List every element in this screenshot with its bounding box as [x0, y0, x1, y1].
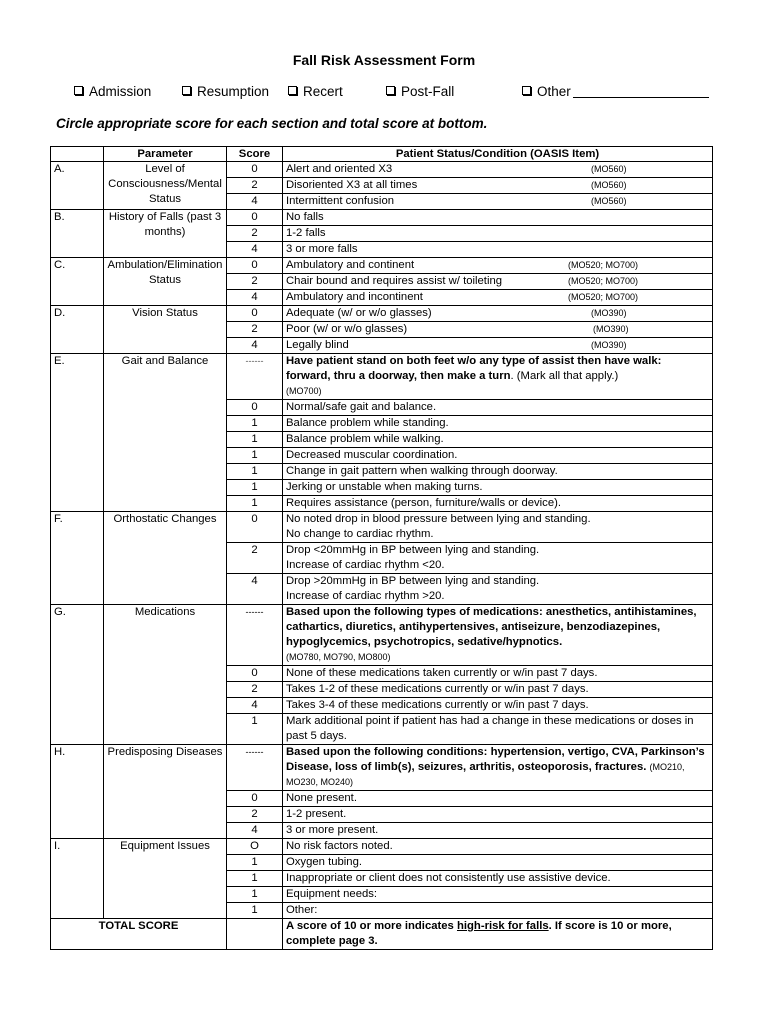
- checkbox-icon[interactable]: [522, 86, 531, 95]
- score-value[interactable]: 2: [227, 543, 283, 574]
- total-score-label: TOTAL SCORE: [51, 919, 227, 950]
- status-text: Ambulatory and incontinent: [286, 291, 423, 303]
- status-text: Intermittent confusion: [286, 195, 395, 207]
- oasis-code: (MO560): [591, 180, 627, 190]
- score-value[interactable]: 2: [227, 682, 283, 698]
- status-text: Legally blind: [286, 339, 349, 351]
- table-row: [51, 354, 713, 400]
- status-text: Chair bound and requires assist w/ toileting: [286, 275, 503, 287]
- total-note-end: . If score is 10 or more, complete page 3.: [286, 920, 672, 947]
- table-row: [51, 210, 713, 226]
- status-text: Inappropriate or client does not consistently use assistive device.: [283, 871, 713, 887]
- parameter-name: Medications: [104, 605, 227, 745]
- status-text: Decreased muscular coordination.: [283, 448, 713, 464]
- score-value[interactable]: 0: [227, 162, 283, 178]
- oasis-code: (MO560): [591, 164, 627, 174]
- score-value[interactable]: 4: [227, 823, 283, 839]
- section-letter: H.: [51, 745, 104, 839]
- section-letter: I.: [51, 839, 104, 919]
- header-parameter: Parameter: [104, 147, 227, 162]
- option-resumption[interactable]: Resumption: [182, 84, 269, 99]
- status-text: 1-2 present.: [283, 807, 713, 823]
- status-text: Balance problem while standing.: [283, 416, 713, 432]
- score-value[interactable]: 2: [227, 807, 283, 823]
- assessment-table: [50, 146, 713, 950]
- score-value[interactable]: 1: [227, 416, 283, 432]
- score-value[interactable]: 1: [227, 871, 283, 887]
- other-write-in-line[interactable]: [573, 85, 709, 98]
- option-recert[interactable]: Recert: [288, 84, 343, 99]
- checkbox-icon[interactable]: [74, 86, 83, 95]
- parameter-name: Orthostatic Changes: [104, 512, 227, 605]
- oasis-code: (MO520; MO700): [568, 292, 639, 302]
- oasis-code: (MO390): [591, 340, 627, 350]
- table-header-row: [51, 147, 713, 162]
- status-text: 3 or more falls: [283, 242, 713, 258]
- section-letter: D.: [51, 306, 104, 354]
- checkbox-icon[interactable]: [182, 86, 191, 95]
- status-text: Poor (w/ or w/o glasses): [286, 323, 408, 335]
- status-text: Oxygen tubing.: [283, 855, 713, 871]
- score-value[interactable]: 4: [227, 574, 283, 605]
- score-value[interactable]: 1: [227, 903, 283, 919]
- status-text: Increase of cardiac rhythm >20.: [286, 590, 445, 602]
- score-value[interactable]: 0: [227, 306, 283, 322]
- status-text: Drop <20mmHg in BP between lying and standing.: [286, 544, 540, 556]
- instruction-text: Circle appropriate score for each section and total score at bottom.: [56, 116, 488, 131]
- status-text: Drop >20mmHg in BP between lying and standing.: [286, 575, 540, 587]
- parameter-name: Equipment Issues: [104, 839, 227, 919]
- header-status: Patient Status/Condition (OASIS Item): [283, 147, 713, 162]
- status-text: No noted drop in blood pressure between lying and standing.: [286, 513, 591, 525]
- score-value[interactable]: O: [227, 839, 283, 855]
- score-value[interactable]: 2: [227, 226, 283, 242]
- status-text: No risk factors noted.: [283, 839, 713, 855]
- section-letter: F.: [51, 512, 104, 605]
- oasis-code: (MO520; MO700): [568, 260, 639, 270]
- status-text: Equipment needs:: [283, 887, 713, 903]
- status-instructions: Based upon the following types of medications: anesthetics, antihistamines, cathartics, diuretics, antihypertensives, antiseizure, benzodiazepines, hypoglycemics, psychotropics, sedative/hypnotics.: [286, 606, 697, 648]
- parameter-name: Gait and Balance: [104, 354, 227, 512]
- total-note-emphasis: high-risk for falls: [456, 920, 549, 932]
- status-text: Mark additional point if patient has had a change in these medications or doses in past 5 days.: [283, 714, 713, 745]
- score-placeholder: ------: [227, 605, 283, 666]
- score-value[interactable]: 2: [227, 178, 283, 194]
- section-letter: B.: [51, 210, 104, 258]
- status-text: None of these medications taken currently or w/in past 7 days.: [283, 666, 713, 682]
- checkbox-icon[interactable]: [288, 86, 297, 95]
- status-text: Ambulatory and continent: [286, 259, 415, 271]
- table-row: [51, 745, 713, 791]
- header-score: Score: [227, 147, 283, 162]
- score-value[interactable]: 1: [227, 448, 283, 464]
- parameter-name: Ambulation/Elimination Status: [104, 258, 227, 306]
- status-text: Takes 3-4 of these medications currently or w/in past 7 days.: [283, 698, 713, 714]
- score-value[interactable]: 4: [227, 338, 283, 354]
- score-value[interactable]: 2: [227, 274, 283, 290]
- status-text: Balance problem while walking.: [283, 432, 713, 448]
- score-value[interactable]: 4: [227, 290, 283, 306]
- status-text: Alert and oriented X3: [286, 163, 393, 175]
- status-text: No change to cardiac rhythm.: [286, 528, 434, 540]
- status-text: Takes 1-2 of these medications currently or w/in past 7 days.: [283, 682, 713, 698]
- status-text: Adequate (w/ or w/o glasses): [286, 307, 432, 319]
- status-text: Disoriented X3 at all times: [286, 179, 418, 191]
- oasis-code: (MO780, MO790, MO800): [286, 652, 391, 662]
- table-row: [51, 162, 713, 178]
- status-text: Requires assistance (person, furniture/walls or device).: [283, 496, 713, 512]
- status-text: Other:: [283, 903, 713, 919]
- section-letter: E.: [51, 354, 104, 512]
- assessment-type-options: [74, 84, 714, 102]
- status-text: Increase of cardiac rhythm <20.: [286, 559, 445, 571]
- total-score-input[interactable]: [227, 919, 283, 950]
- option-admission[interactable]: Admission: [74, 84, 151, 99]
- status-note: . (Mark all that apply.): [510, 370, 619, 382]
- score-value[interactable]: 1: [227, 714, 283, 745]
- oasis-code: (MO700): [286, 386, 322, 396]
- table-row: [51, 839, 713, 855]
- score-value[interactable]: 4: [227, 242, 283, 258]
- section-letter: C.: [51, 258, 104, 306]
- section-letter: G.: [51, 605, 104, 745]
- score-value[interactable]: 0: [227, 512, 283, 543]
- total-note: A score of 10 or more indicates: [286, 920, 457, 932]
- score-value[interactable]: 1: [227, 480, 283, 496]
- score-value[interactable]: 1: [227, 464, 283, 480]
- option-post-fall[interactable]: Post-Fall: [386, 84, 454, 99]
- score-value[interactable]: 1: [227, 887, 283, 903]
- score-value[interactable]: 0: [227, 258, 283, 274]
- oasis-code: (MO560): [591, 196, 627, 206]
- score-placeholder: ------: [227, 745, 283, 791]
- status-text: None present.: [283, 791, 713, 807]
- score-value[interactable]: 0: [227, 791, 283, 807]
- status-instructions: Based upon the following conditions: hypertension, vertigo, CVA, Parkinson’s Disease, loss of limb(s), seizures, arthritis, osteoporosis, fractures.: [286, 746, 705, 773]
- table-row: [51, 306, 713, 322]
- parameter-name: Predisposing Diseases: [104, 745, 227, 839]
- score-value[interactable]: 2: [227, 322, 283, 338]
- score-value[interactable]: 4: [227, 698, 283, 714]
- status-text: Jerking or unstable when making turns.: [283, 480, 713, 496]
- score-value[interactable]: 4: [227, 194, 283, 210]
- status-text: Change in gait pattern when walking through doorway.: [283, 464, 713, 480]
- score-value[interactable]: 1: [227, 432, 283, 448]
- table-row: [51, 512, 713, 543]
- status-text: 3 or more present.: [283, 823, 713, 839]
- oasis-code: (MO520; MO700): [568, 276, 639, 286]
- score-value[interactable]: 0: [227, 666, 283, 682]
- oasis-code: (MO390): [593, 324, 629, 334]
- score-value[interactable]: 1: [227, 496, 283, 512]
- total-score-row: [51, 919, 713, 950]
- parameter-name: Vision Status: [104, 306, 227, 354]
- status-text: No falls: [283, 210, 713, 226]
- section-letter: A.: [51, 162, 104, 210]
- score-value[interactable]: 0: [227, 400, 283, 416]
- checkbox-icon[interactable]: [386, 86, 395, 95]
- parameter-name: Level of Consciousness/Mental Status: [104, 162, 227, 210]
- status-text: 1-2 falls: [283, 226, 713, 242]
- form-title: Fall Risk Assessment Form: [292, 52, 476, 68]
- oasis-code: (MO210, MO230, MO240): [286, 762, 685, 787]
- table-row: [51, 605, 713, 666]
- option-other[interactable]: Other: [522, 84, 709, 99]
- oasis-code: (MO390): [591, 308, 627, 318]
- status-instructions: Have patient stand on both feet w/o any type of assist then have walk: forward, thru a doorway, then make a turn: [286, 355, 662, 382]
- score-value[interactable]: 1: [227, 855, 283, 871]
- status-text: Normal/safe gait and balance.: [283, 400, 713, 416]
- parameter-name: History of Falls (past 3 months): [104, 210, 227, 258]
- score-value[interactable]: 0: [227, 210, 283, 226]
- score-placeholder: ------: [227, 354, 283, 400]
- table-row: [51, 258, 713, 274]
